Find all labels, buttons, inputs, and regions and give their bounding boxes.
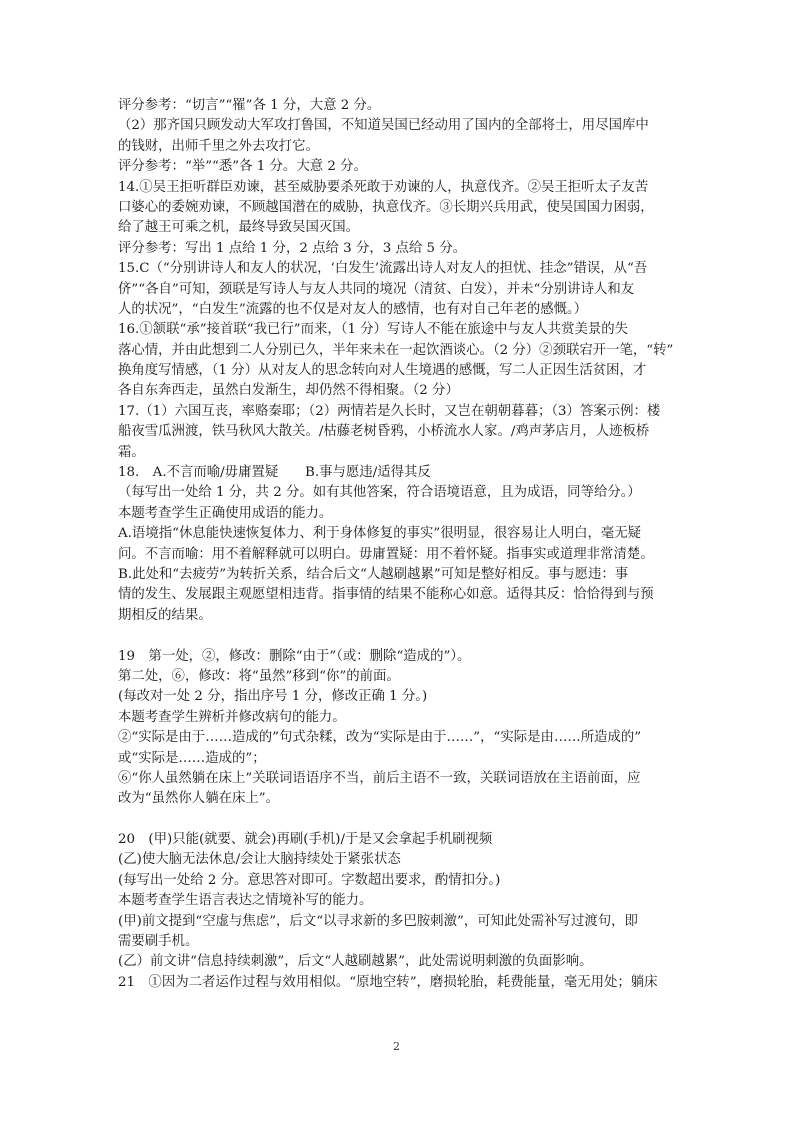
text-line: 情的发生、发展跟主观愿望相违背。指事情的结果不能称心如意。适得其反：恰恰得到与预 bbox=[118, 587, 654, 603]
text-line: 各自东奔西走，虽然白发渐生，却仍然不得相聚。（2 分） bbox=[118, 383, 459, 399]
text-line: 21 ①因为二者运作过程与效用相似。“原地空转”，磨损轮胎，耗费能量，毫无用处；躺床 bbox=[118, 974, 658, 990]
text-line: 本题考查学生辨析并修改病句的能力。 bbox=[118, 709, 346, 725]
text-line: 18. A.不言而喻/毋庸置疑 B.事与愿违/适得其反 bbox=[118, 465, 431, 481]
text-line: 给了越王可乘之机，最终导致吴国灭国。 bbox=[118, 220, 360, 236]
text-line: A.语境指“休息能快速恢复体力、利于身体修复的事实”很明显，很容易让人明白，毫无疑 bbox=[118, 526, 642, 542]
text-line: 换角度写情感，（1 分）从对友人的思念转向对人生境遇的感慨，写二人正因生活贫困，才 bbox=[118, 363, 647, 379]
text-line: 20 (甲)只能(就要、就会)再刷(手机)/于是又会拿起手机刷视频 bbox=[118, 832, 493, 848]
text-line: B.此处和“去疲劳”为转折关系，结合后文“人越刷越累”可知是整好相反。事与愿违：事 bbox=[118, 566, 629, 582]
text-line: 落心情，并由此想到二人分别已久，半年来未在一起饮酒谈心。（2 分）②颈联宕开一笔，“转” bbox=[118, 342, 674, 358]
text-line: 人的状况”，“白发生”流露的也不仅是对友人的感情，也有对自己年老的感慨。） bbox=[118, 301, 588, 317]
text-line: 期相反的结果。 bbox=[118, 607, 212, 623]
text-line: 评分参考：“举”“悉”各 1 分。大意 2 分。 bbox=[118, 159, 367, 175]
text-line: (甲)前文提到“空虚与焦虑”，后文“以寻求新的多巴胺刺激”，可知此处需补写过渡句，即 bbox=[118, 913, 638, 929]
text-line: 19 第一处，②，修改：删除“由于”（或：删除“造成的”）。 bbox=[118, 648, 471, 664]
text-line: (每改对一处 2 分，指出序号 1 分，修改正确 1 分。) bbox=[118, 689, 428, 705]
text-line: 改为“虽然你人躺在床上”。 bbox=[118, 791, 279, 807]
text-line: 船夜雪瓜洲渡，铁马秋风大散关。/枯藤老树昏鸦，小桥流水人家。/鸡声茅店月，人迹板桥 bbox=[118, 424, 650, 440]
text-line: 或“实际是……造成的”； bbox=[118, 750, 266, 766]
text-line: 评分参考：写出 1 点给 1 分，2 点给 3 分，3 点给 5 分。 bbox=[118, 240, 467, 256]
text-line: 需要刷手机。 bbox=[118, 934, 199, 950]
text-line: (乙）前文讲“信息持续刺激”，后文“人越刷越累”，此处需说明刺激的负面影响。 bbox=[118, 954, 593, 970]
text-line: 口婆心的委婉劝谏，不顾越国潜在的威胁，执意伐齐。③长期兴兵用武，使吴国国力困弱， bbox=[118, 199, 654, 215]
text-line: 第二处，⑥，修改：将“虽然”移到“你”的前面。 bbox=[118, 668, 400, 684]
text-line: 评分参考：“切言”“罹”各 1 分，大意 2 分。 bbox=[118, 98, 381, 113]
text-line: 17.（1）六国互丧，率赂秦耶；（2）两情若是久长时，又岂在朝朝暮暮；（3）答案示例：楼 bbox=[118, 403, 661, 419]
text-line: 问。不言而喻：用不着解释就可以明白。毋庸置疑：用不着怀疑。指事实或道理非常清楚。 bbox=[118, 546, 654, 562]
text-line: 本题考查学生正确使用成语的能力。 bbox=[118, 505, 333, 521]
text-line: (乙)使大脑无法休息/会让大脑持续处于紧张状态 bbox=[118, 852, 401, 868]
blank-line bbox=[118, 626, 698, 646]
text-line: 霜。 bbox=[118, 444, 145, 460]
answer-key-text bbox=[118, 96, 698, 993]
text-line: ②“实际是由于……造成的”句式杂糅，改为“实际是由于……”，“实际是由……所造成的” bbox=[118, 730, 642, 746]
text-line: 的钱财，出师千里之外去攻打它。 bbox=[118, 138, 319, 154]
text-line: 15.C（“分别讲诗人和友人的状况，‘白发生’流露出诗人对友人的担忧、挂念”错误，从“吾 bbox=[118, 261, 648, 277]
text-line: （2）那齐国只顾发动大军攻打鲁国，不知道吴国已经动用了国内的全部将士，用尽国库中 bbox=[118, 118, 649, 134]
text-line: 本题考查学生语言表达之情境补写的能力。 bbox=[118, 893, 373, 909]
text-line: 16.①颔联“承”接首联“我已行”而来，（1 分）写诗人不能在旅途中与友人共赏美景的失 bbox=[118, 322, 629, 338]
blank-line bbox=[118, 810, 698, 830]
text-line: （每写出一处给 1 分，共 2 分。如有其他答案，符合语境语意，且为成语，同等给分。） bbox=[118, 485, 641, 501]
text-line: 侪”“各自”可知，颈联是写诗人与友人共同的境况（清贫、白发），并未“分别讲诗人和友 bbox=[118, 281, 635, 297]
text-line: (每写出一处给 2 分。意思答对即可。字数超出要求，酌情扣分。) bbox=[118, 872, 501, 888]
text-line: 14.①吴王拒听群臣劝谏，甚至威胁要杀死敢于劝谏的人，执意伐齐。②吴王拒听太子友苦 bbox=[118, 179, 649, 195]
text-line: ⑥“你人虽然躺在床上”关联词语语序不当，前后主语不一致，关联词语放在主语前面，应 bbox=[118, 770, 641, 786]
page-number: 2 bbox=[393, 1040, 400, 1053]
